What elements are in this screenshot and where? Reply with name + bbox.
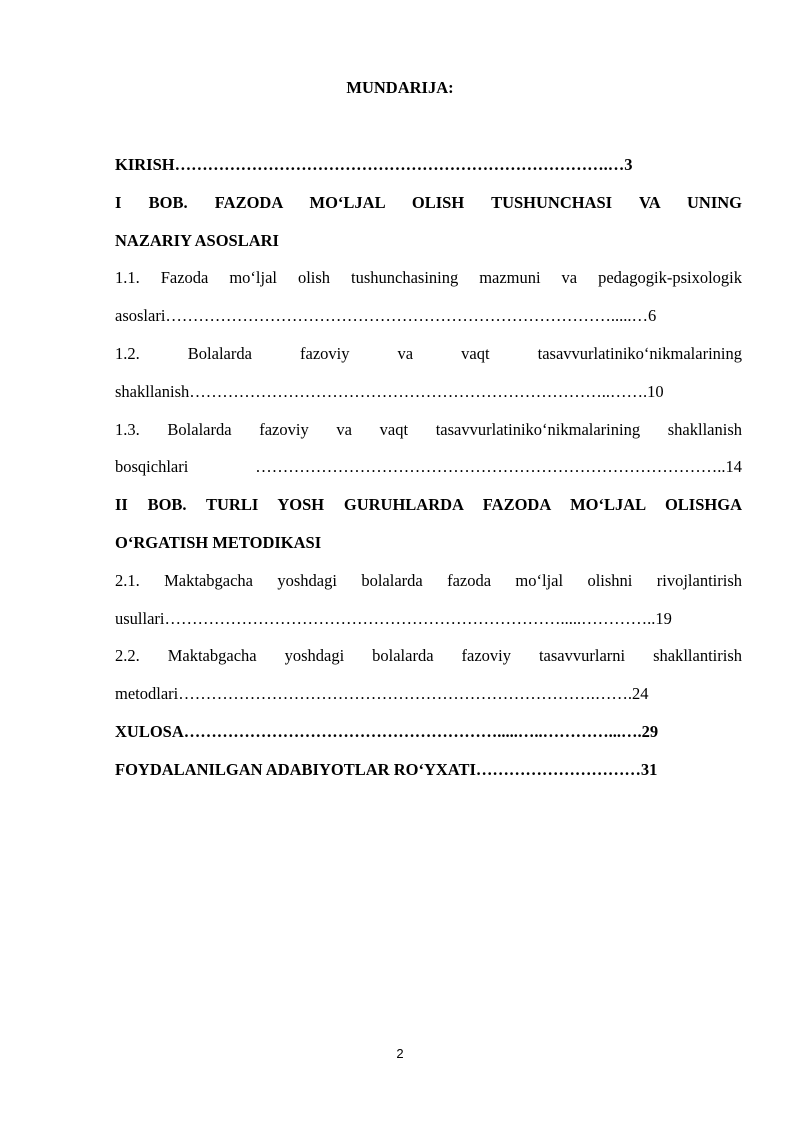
toc-line-text: metodlari………………………………………………………………….…….24 <box>115 684 649 704</box>
toc-line-section-1-1-cont[interactable] <box>115 297 742 335</box>
toc-line-xulosa[interactable] <box>115 713 742 751</box>
table-of-contents <box>115 146 742 789</box>
toc-line-section-2-1-cont[interactable] <box>115 600 742 638</box>
toc-line-text: KIRISH…………………………………………………………………….…3 <box>115 155 633 174</box>
toc-line-text: 2.2. Maktabgacha yoshdagi bolalarda fazoviy tasavvurlarni shakllantirish <box>115 646 742 666</box>
toc-line-section-1-3[interactable] <box>115 411 742 449</box>
toc-line-section-2-1[interactable] <box>115 562 742 600</box>
toc-line-text: bosqichlari …………………………………………………………………………..14 <box>115 457 742 477</box>
toc-line-text: FOYDALANILGAN ADABIYOTLAR RO‘YXATI…………………………31 <box>115 759 658 779</box>
page-title: MUNDARIJA: <box>346 78 454 97</box>
toc-line-text: NAZARIY ASOSLARI <box>115 230 279 250</box>
toc-line-text: 1.2. Bolalarda fazoviy va vaqt tasavvurlatiniko‘nikmalarining <box>115 343 742 363</box>
toc-line-section-1-2[interactable] <box>115 335 742 373</box>
toc-line-section-1-2-cont[interactable] <box>115 373 742 411</box>
toc-line-references[interactable] <box>115 751 742 789</box>
toc-line-section-1-1[interactable] <box>115 259 742 297</box>
toc-line-text: I BOB. FAZODA MO‘LJAL OLISH TUSHUNCHASI VA UNING <box>115 192 742 212</box>
toc-line-chapter-2-title-cont[interactable] <box>115 524 742 562</box>
toc-line-section-2-2[interactable] <box>115 637 742 675</box>
toc-line-text: shakllanish…………………………………………………………………..…….10 <box>115 381 664 401</box>
toc-line-text: O‘RGATISH METODIKASI <box>115 532 322 552</box>
page-number: 2 <box>396 1046 404 1061</box>
toc-line-section-1-3-cont[interactable] <box>115 448 742 486</box>
toc-line-text: II BOB. TURLI YOSH GURUHLARDA FAZODA MO‘LJAL OLISHGA <box>115 495 742 515</box>
toc-line-text: usullari……………………………………………………………….....…………..19 <box>115 608 672 628</box>
toc-line-text: 2.1. Maktabgacha yoshdagi bolalarda fazoda mo‘ljal olishni rivojlantirish <box>115 570 742 590</box>
toc-line-kirish[interactable] <box>115 146 742 184</box>
toc-line-chapter-1-title[interactable] <box>115 184 742 222</box>
toc-line-text: asoslari……………………………………………………………………….....…6 <box>115 306 657 326</box>
toc-line-text: 1.1. Fazoda mo‘ljal olish tushunchasining mazmuni va pedagogik-psixologik <box>115 268 742 288</box>
toc-line-text: XULOSA………………………………………………….....…..…………...….29 <box>115 721 659 741</box>
toc-line-section-2-2-cont[interactable] <box>115 675 742 713</box>
toc-line-chapter-1-title-cont[interactable] <box>115 222 742 260</box>
toc-line-text: 1.3. Bolalarda fazoviy va vaqt tasavvurlatiniko‘nikmalarining shakllanish <box>115 419 742 439</box>
toc-line-chapter-2-title[interactable] <box>115 486 742 524</box>
